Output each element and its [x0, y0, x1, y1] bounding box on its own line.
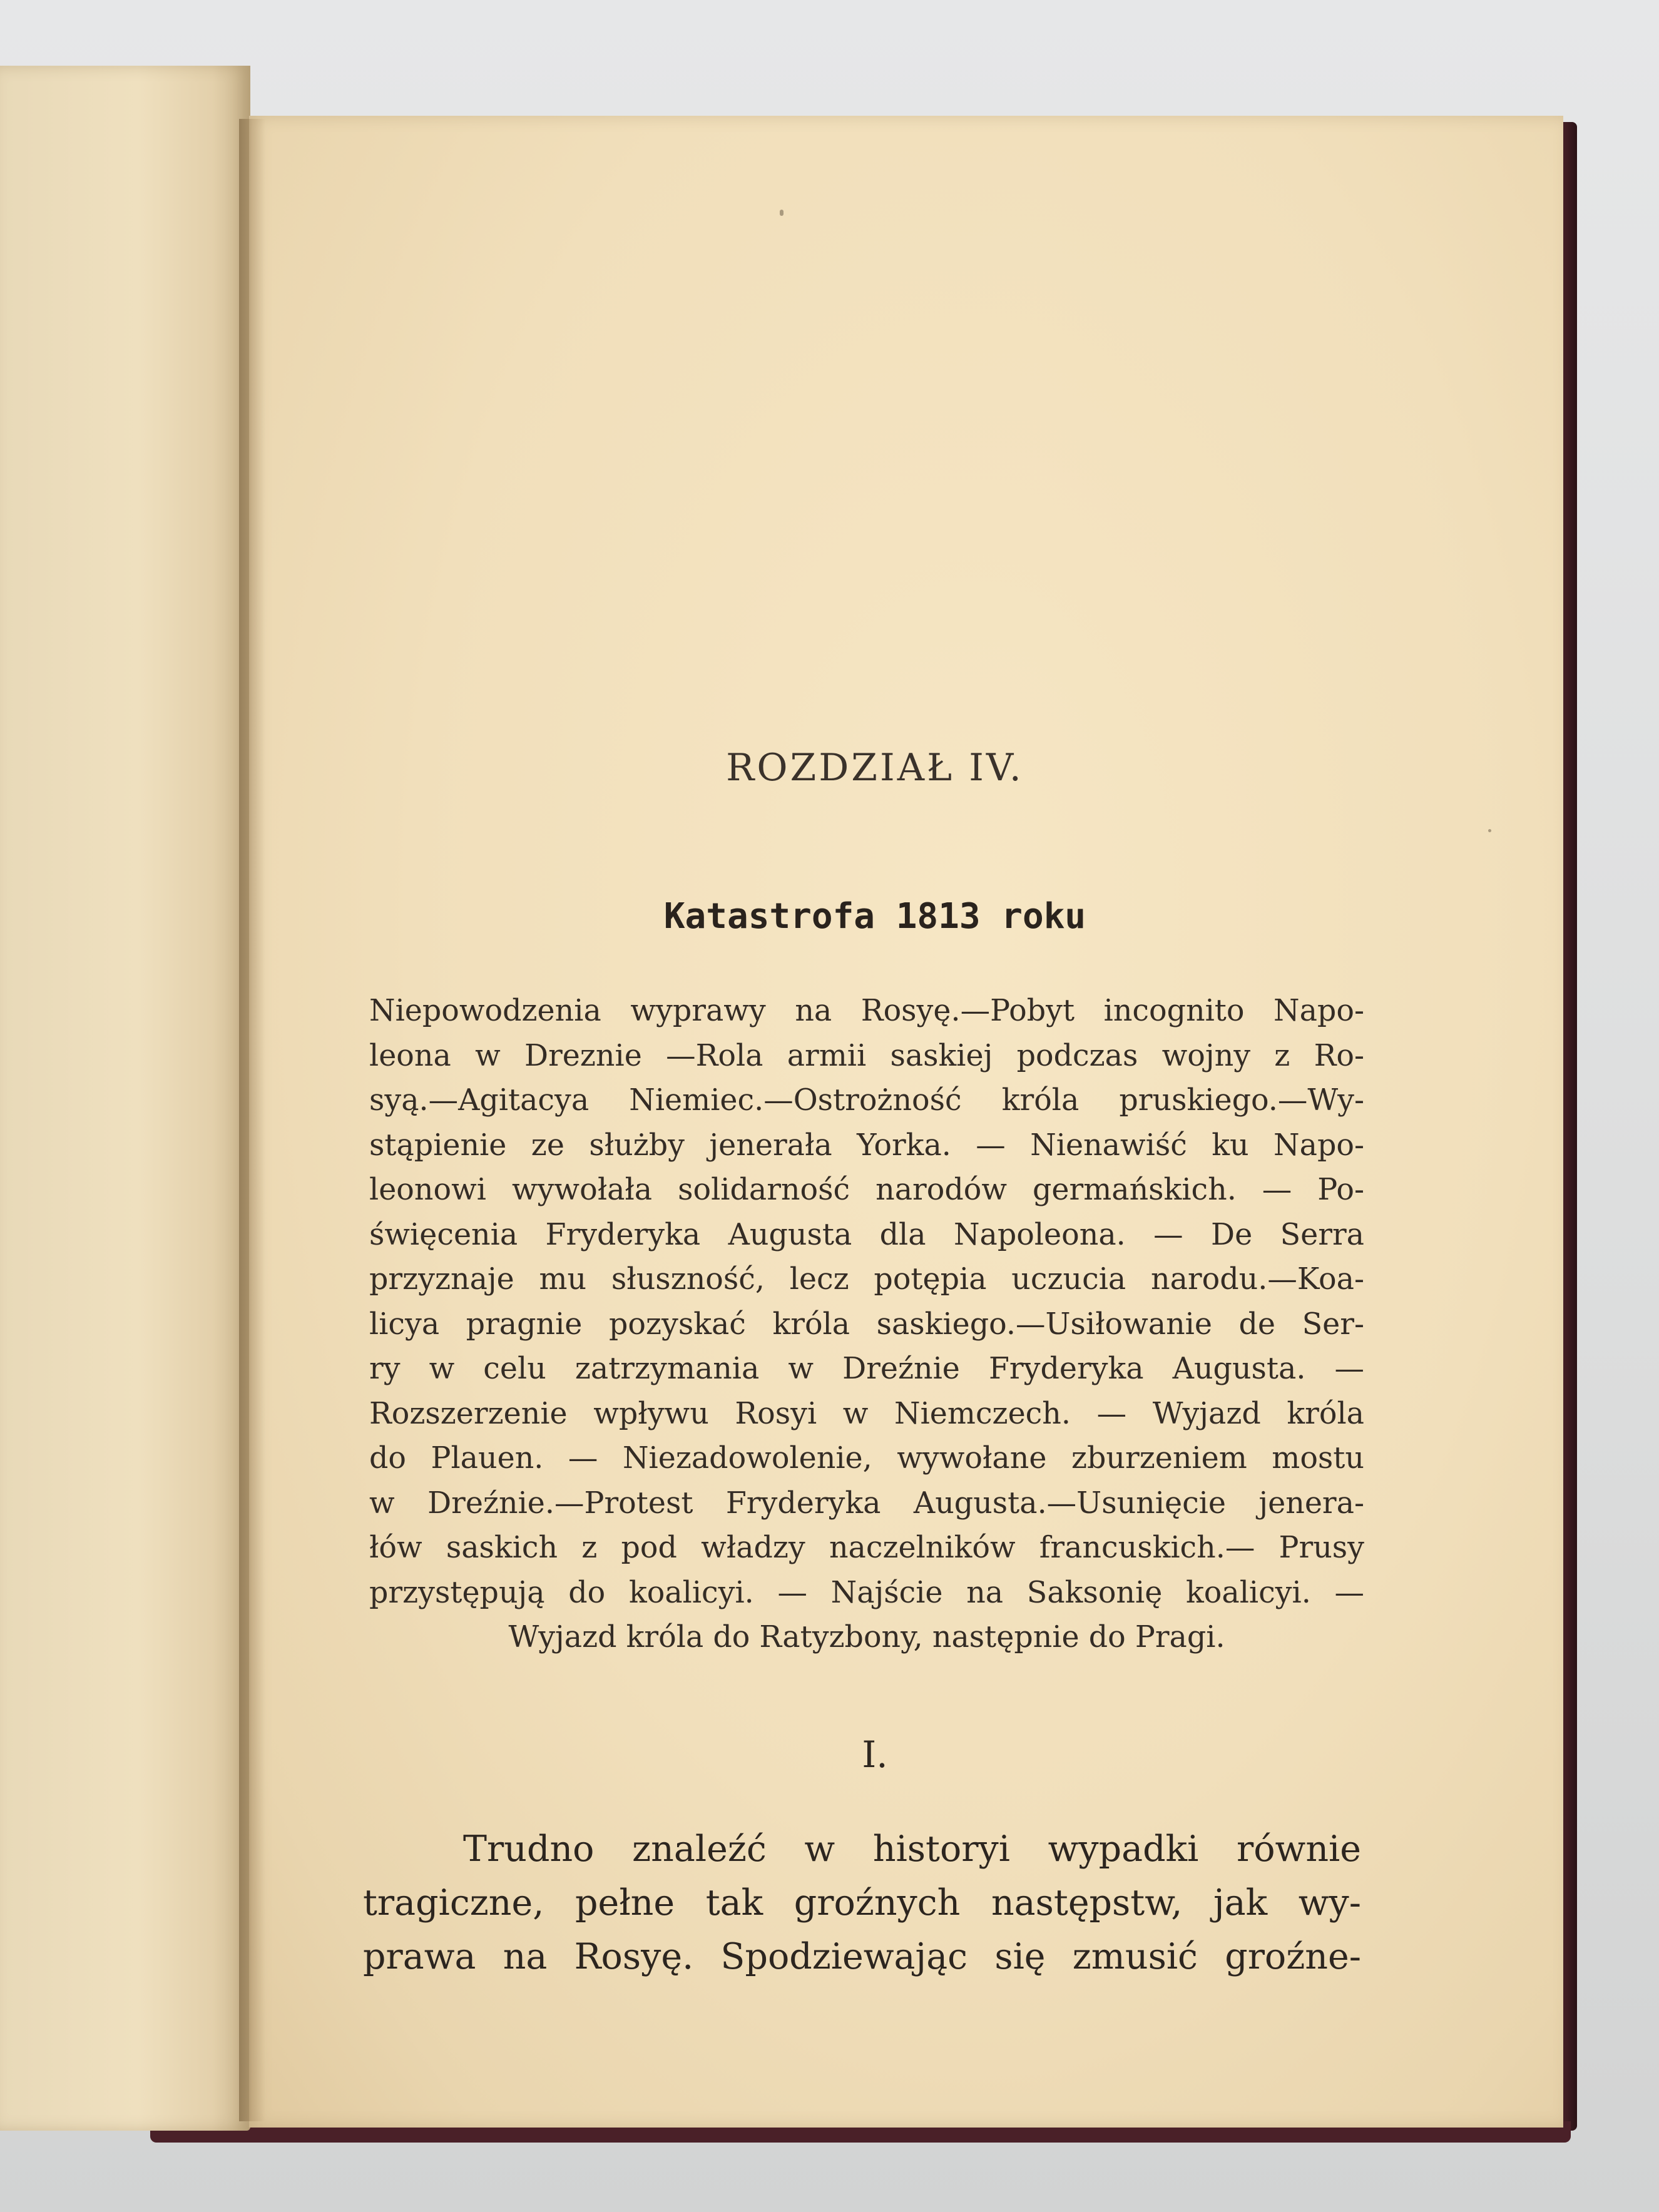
chapter-heading: ROZDZIAŁ IV. — [726, 746, 1024, 790]
body-line: prawa na Rosyę. Spodziewając się zmusić groźne- — [363, 1936, 1361, 1977]
left-page — [0, 66, 250, 2131]
summary-line: Niepowodzenia wyprawy na Rosyę.—Pobyt incognito Napo- — [369, 994, 1364, 1028]
summary-line: przystępują do koalicyi. — Najście na Saksonię koalicyi. — — [369, 1575, 1364, 1610]
page-gutter-shadow — [239, 119, 265, 2121]
body-line: Trudno znaleźć w historyi wypadki równie — [463, 1828, 1361, 1870]
paper-speck — [1488, 829, 1491, 832]
chapter-summary — [369, 989, 1364, 1660]
summary-line: leona w Dreznie —Rola armii saskiej podczas wojny z Ro- — [369, 1038, 1364, 1073]
summary-line: leonowi wywołała solidarność narodów germańskich. — Po- — [369, 1173, 1364, 1207]
summary-line: ry w celu zatrzymania w Dreźnie Fryderyka Augusta. — — [369, 1352, 1364, 1386]
summary-line: do Plauen. — Niezadowolenie, wywołane zburzeniem mostu — [369, 1441, 1364, 1476]
summary-line: przyznaje mu słuszność, lecz potępia uczucia narodu.—Koa- — [369, 1262, 1364, 1297]
summary-line: stąpienie ze służby jenerała Yorka. — Nienawiść ku Napo- — [369, 1128, 1364, 1163]
summary-line: święcenia Fryderyka Augusta dla Napoleona. — De Serra — [369, 1217, 1364, 1252]
section-numeral: I. — [862, 1733, 888, 1776]
summary-line: Wyjazd króla do Ratyzbony, następnie do Pragi. — [508, 1620, 1225, 1654]
summary-line: łów saskich z pod władzy naczelników francuskich.— Prusy — [369, 1531, 1364, 1565]
summary-line: syą.—Agitacya Niemiec.—Ostrożność króla pruskiego.—Wy- — [369, 1083, 1364, 1118]
summary-line: licya pragnie pozyskać króla saskiego.—Usiłowanie de Ser- — [369, 1307, 1364, 1342]
chapter-title: Katastrofa 1813 roku — [663, 896, 1086, 937]
body-line: tragiczne, pełne tak groźnych następstw, jak wy- — [363, 1882, 1361, 1924]
body-text — [363, 1822, 1361, 1984]
paper-speck — [780, 210, 784, 216]
summary-line: Rozszerzenie wpływu Rosyi w Niemczech. — Wyjazd króla — [369, 1396, 1364, 1431]
summary-line: w Dreźnie.—Protest Fryderyka Augusta.—Usunięcie jenera- — [369, 1486, 1364, 1521]
